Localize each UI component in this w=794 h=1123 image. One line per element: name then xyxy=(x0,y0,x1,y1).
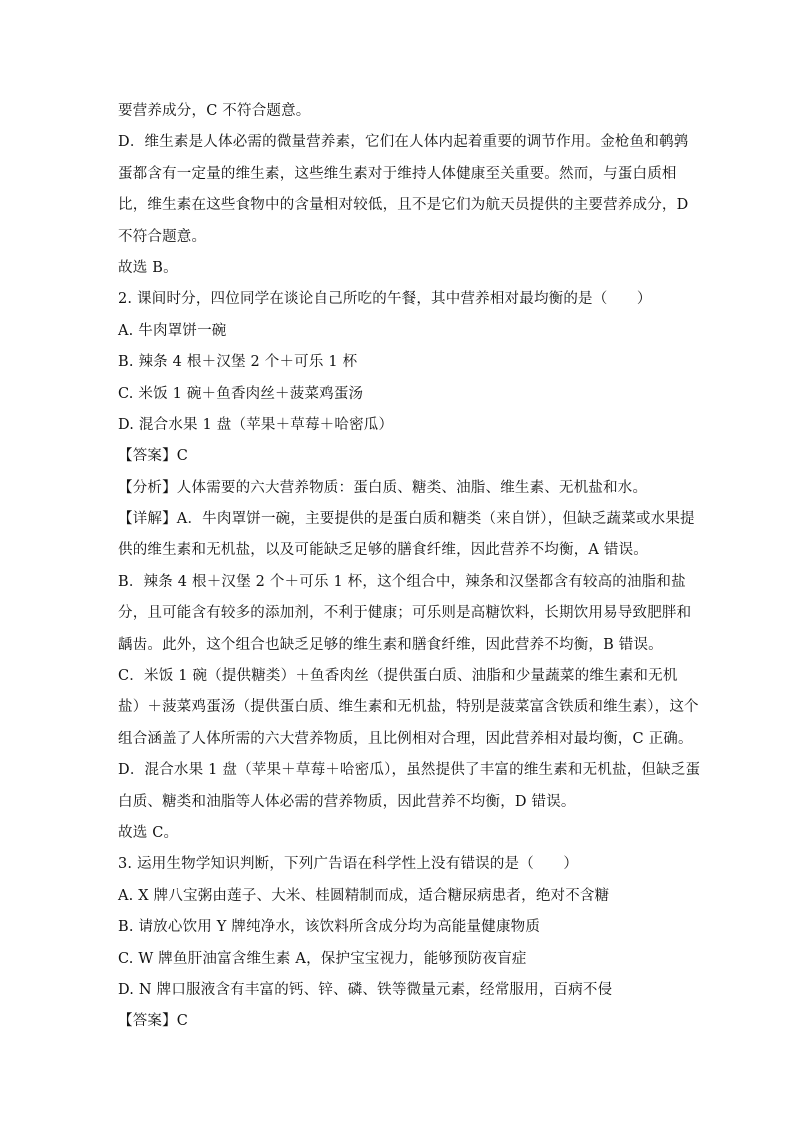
text-line: 蛋都含有一定量的维生素，这些维生素对于维持人体健康至关重要。然而，与蛋白质相 xyxy=(118,165,677,182)
text-line: D．维生素是人体必需的微量营养素，它们在人体内起着重要的调节作用。金枪鱼和鹌鹑 xyxy=(118,134,689,151)
text-line: 故选 B。 xyxy=(118,259,178,276)
detail-text: C．米饭 1 碗（提供糖类）＋鱼香肉丝（提供蛋白质、油脂和少量蔬菜的维生素和无机 xyxy=(118,668,678,685)
option-d: D. 混合水果 1 盘（苹果＋草莓＋哈密瓜） xyxy=(118,416,394,433)
option-a: A. X 牌八宝粥由莲子、大米、桂圆精制而成，适合糖尿病患者，绝对不含糖 xyxy=(118,887,610,904)
detail-text: D．混合水果 1 盘（苹果＋草莓＋哈密瓜），虽然提供了丰富的维生素和无机盐，但缺乏蛋 xyxy=(118,762,701,779)
text-line: 不符合题意。 xyxy=(118,228,207,245)
option-c: C. W 牌鱼肝油富含维生素 A，保护宝宝视力，能够预防夜盲症 xyxy=(118,950,527,967)
question-stem: 2. 课间时分，四位同学在谈论自己所吃的午餐，其中营养相对最均衡的是（ ） xyxy=(118,291,652,308)
option-c: C. 米饭 1 碗＋鱼香肉丝＋菠菜鸡蛋汤 xyxy=(118,385,364,402)
text-line: 比，维生素在这些食物中的含量相对较低，且不是它们为航天员提供的主要营养成分，D xyxy=(118,197,689,214)
option-b: B. 辣条 4 根＋汉堡 2 个＋可乐 1 杯 xyxy=(118,354,358,371)
detail-text: 供的维生素和无机盐，以及可能缺乏足够的膳食纤维，因此营养不均衡，A 错误。 xyxy=(118,542,648,559)
analysis-text: 【分析】人体需要的六大营养物质：蛋白质、糖类、油脂、维生素、无机盐和水。 xyxy=(118,479,648,496)
text-line: 要营养成分，C 不符合题意。 xyxy=(118,103,311,119)
detail-text: 龋齿。此外，这个组合也缺乏足够的维生素和膳食纤维，因此营养不均衡，B 错误。 xyxy=(118,636,663,653)
answer-label: 【答案】C xyxy=(118,448,189,465)
option-d: D. N 牌口服液含有丰富的钙、锌、磷、铁等微量元素，经常服用，百病不侵 xyxy=(118,981,613,998)
document-page xyxy=(118,96,701,1038)
detail-text: B．辣条 4 根＋汉堡 2 个＋可乐 1 杯，这个组合中，辣条和汉堡都含有较高的油脂和盐 xyxy=(118,573,686,590)
detail-text: 分，且可能含有较多的添加剂，不利于健康；可乐则是高糖饮料，长期饮用易导致肥胖和 xyxy=(118,605,692,622)
option-b: B. 请放心饮用 Y 牌纯净水，该饮料所含成分均为高能量健康物质 xyxy=(118,919,541,936)
option-a: A. 牛肉罩饼一碗 xyxy=(118,322,227,339)
question-stem: 3. 运用生物学知识判断，下列广告语在科学性上没有错误的是（ ） xyxy=(118,856,579,873)
detail-text: 组合涵盖了人体所需的六大营养物质，且比例相对合理，因此营养相对最均衡，C 正确。 xyxy=(118,730,693,747)
detail-text: 盐）＋菠菜鸡蛋汤（提供蛋白质、维生素和无机盐，特别是菠菜富含铁质和维生素），这个 xyxy=(118,699,699,716)
answer-label: 【答案】C xyxy=(118,1013,189,1030)
detail-text: 【详解】A．牛肉罩饼一碗，主要提供的是蛋白质和糖类（来自饼），但缺乏蔬菜或水果提 xyxy=(118,511,695,528)
detail-text: 白质、糖类和油脂等人体必需的营养物质，因此营养不均衡，D 错误。 xyxy=(118,793,576,810)
conclusion-text: 故选 C。 xyxy=(118,824,179,841)
